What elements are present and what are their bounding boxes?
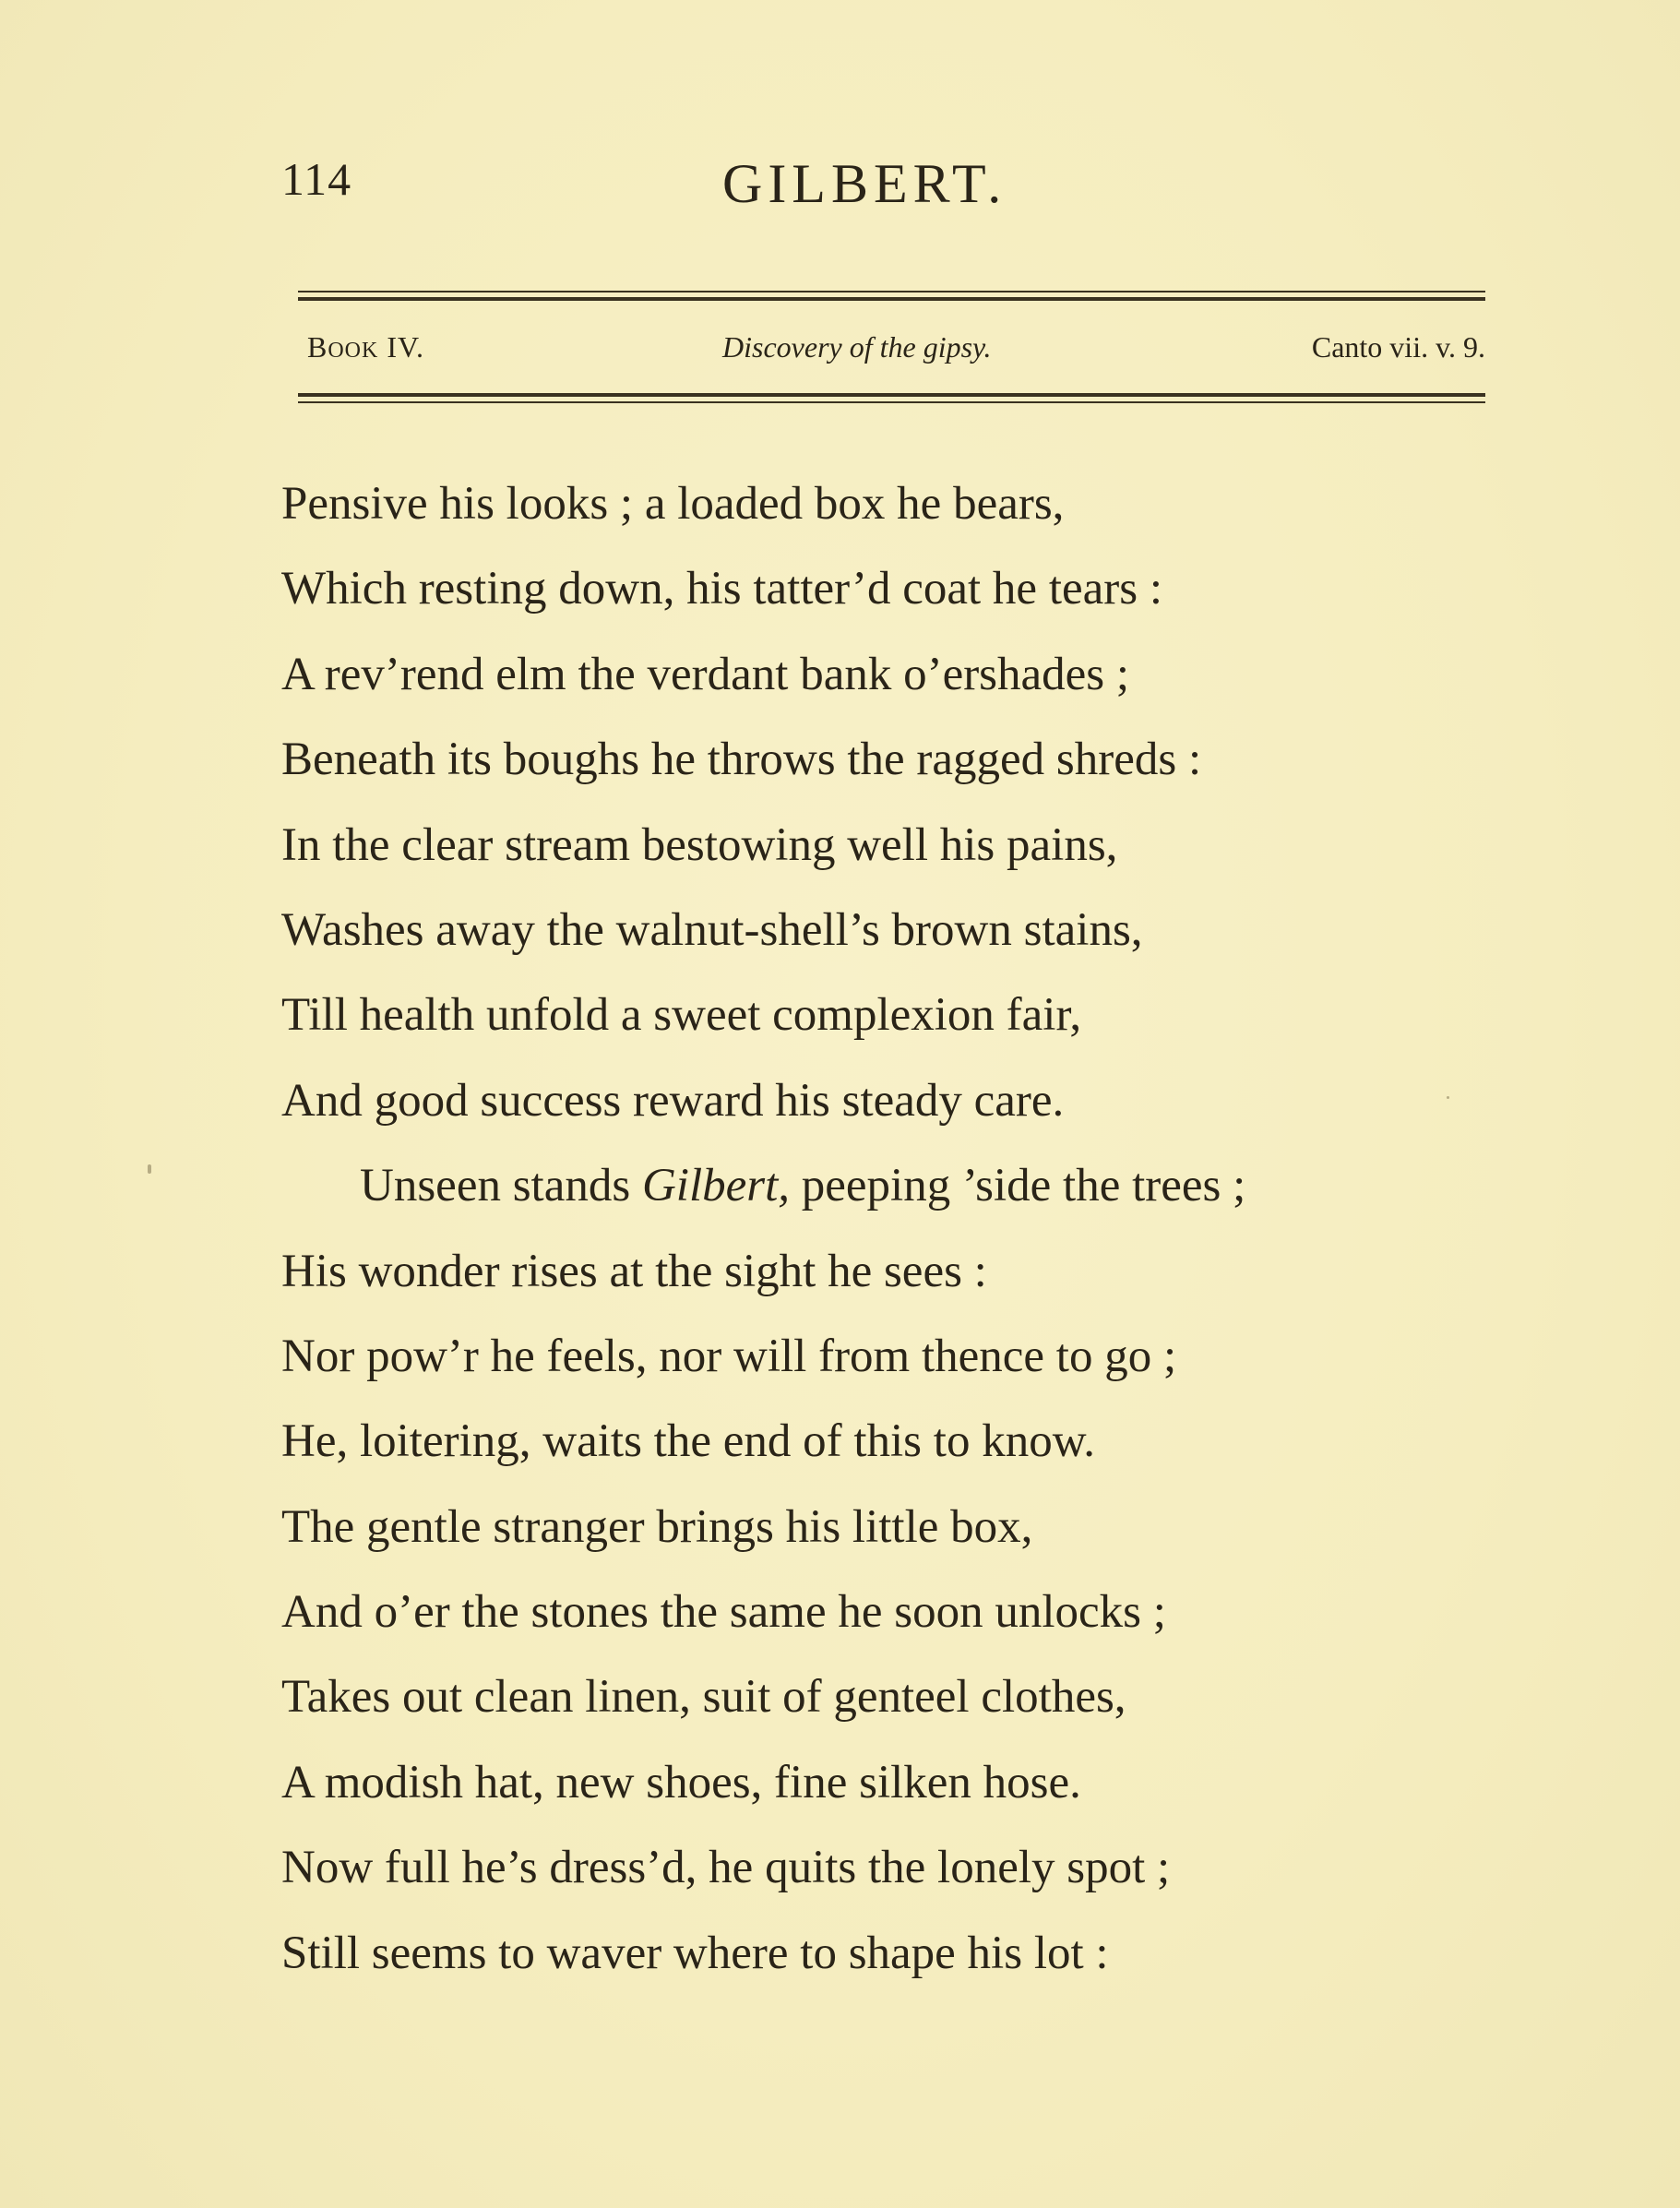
verse-line: And good success reward his steady care.: [281, 1074, 1065, 1127]
rule-thick: [298, 297, 1485, 301]
running-title: GILBERT.: [722, 153, 1007, 214]
verse-line: A rev’rend elm the verdant bank o’ershades ;: [281, 648, 1130, 700]
running-head: [281, 152, 1481, 226]
header-rule-bottom: [298, 393, 1485, 408]
verse-line: His wonder rises at the sight he sees :: [281, 1245, 987, 1297]
verse-line: Nor pow’r he feels, nor will from thence to go ;: [281, 1330, 1177, 1382]
verse-text: Unseen stands: [360, 1160, 642, 1212]
section-title: Discovery of the gipsy.: [722, 330, 992, 364]
canto-label: Canto vii. v. 9.: [1311, 330, 1485, 364]
verse-line: Which resting down, his tatter’d coat he tears :: [281, 563, 1163, 615]
verse-line: Takes out clean linen, suit of genteel clothes,: [281, 1671, 1126, 1724]
paper-speck: [148, 1164, 151, 1174]
verse-line-indented: [281, 1143, 1481, 1228]
rule-thin: [298, 401, 1485, 403]
rule-thick: [298, 393, 1485, 397]
verse-line: Washes away the walnut-shell’s brown stains,: [281, 903, 1143, 956]
verse-line: Still seems to waver where to shape his lot :: [281, 1927, 1109, 1979]
book-numeral: IV.: [387, 330, 424, 364]
verse-line: Now full he’s dress’d, he quits the lonely spot ;: [281, 1842, 1171, 1894]
verse-line: The gentle stranger brings his little box,: [281, 1500, 1033, 1553]
section-header: [298, 321, 1485, 376]
verse-line: Till health unfold a sweet complexion fair,: [281, 989, 1082, 1042]
book-label-initial: B: [307, 330, 328, 364]
rule-thin: [298, 291, 1485, 292]
character-name: Gilbert,: [641, 1160, 791, 1212]
paper-speck: [1447, 1096, 1449, 1099]
verse-line: He, loitering, waits the end of this to know.: [281, 1415, 1095, 1468]
verse-line: Beneath its boughs he throws the ragged shreds :: [281, 734, 1202, 786]
book-label-smallcaps: OOK: [328, 339, 379, 363]
verse-block: [281, 461, 1481, 1996]
book-label: [307, 330, 424, 364]
header-rule-top: [298, 291, 1485, 301]
verse-text: peeping ’side the trees ;: [790, 1160, 1246, 1212]
verse-line: Pensive his looks ; a loaded box he bears,: [281, 478, 1065, 530]
verse-line: And o’er the stones the same he soon unlocks ;: [281, 1586, 1166, 1639]
verse-line: A modish hat, new shoes, fine silken hose.: [281, 1756, 1081, 1808]
verse-line: In the clear stream bestowing well his pains,: [281, 818, 1118, 871]
page-number: 114: [281, 153, 352, 205]
